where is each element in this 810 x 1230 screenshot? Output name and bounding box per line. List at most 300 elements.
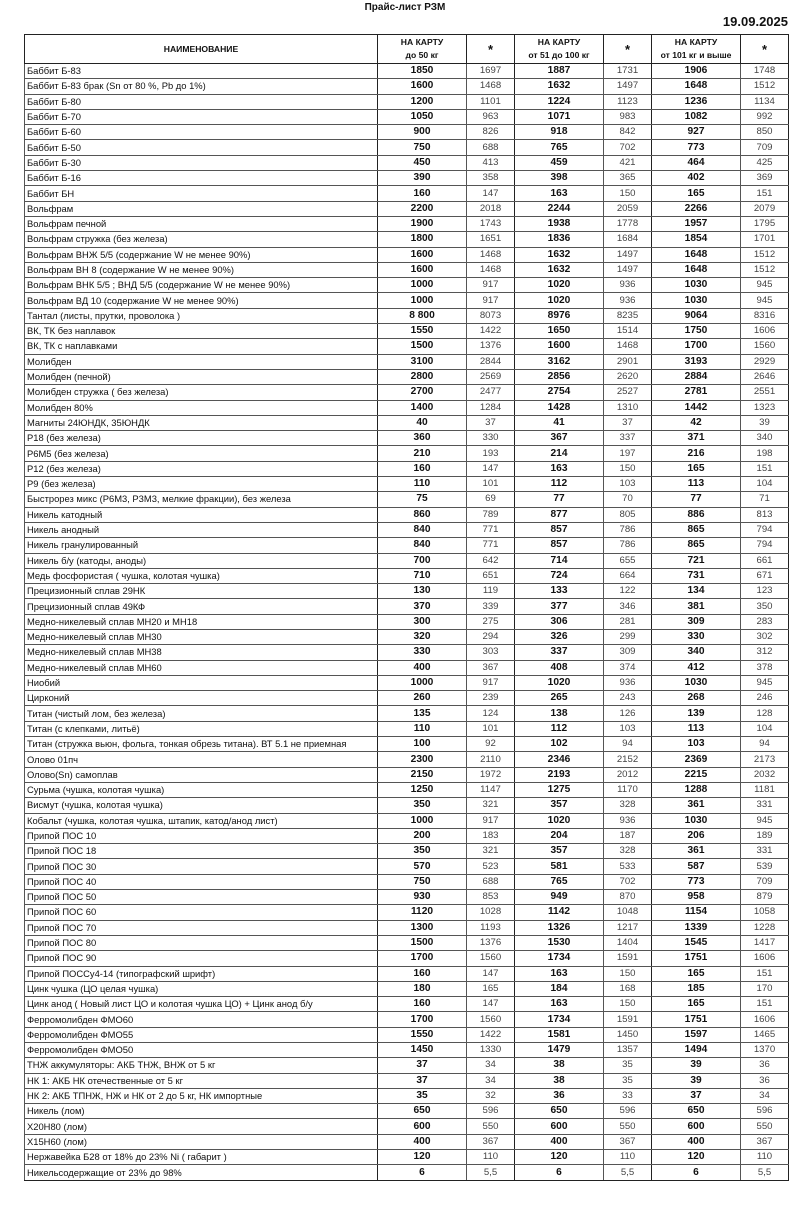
price-101kg-plus: 381 <box>652 599 741 614</box>
price-101kg-plus: 1236 <box>652 94 741 109</box>
price-star-2: 786 <box>604 538 652 553</box>
price-star-3: 151 <box>741 186 789 201</box>
price-star-2: 5,5 <box>604 1165 652 1180</box>
price-101kg-plus: 886 <box>652 507 741 522</box>
table-row <box>25 1150 789 1165</box>
price-star-2: 702 <box>604 874 652 889</box>
table-row <box>25 125 789 140</box>
price-star-2: 70 <box>604 492 652 507</box>
price-star-1: 124 <box>467 706 515 721</box>
price-51-to-100kg: 41 <box>515 415 604 430</box>
price-51-to-100kg: 2754 <box>515 385 604 400</box>
price-star-1: 771 <box>467 522 515 537</box>
table-row <box>25 339 789 354</box>
table-row <box>25 890 789 905</box>
price-star-2: 365 <box>604 171 652 186</box>
price-up-to-50kg: 710 <box>378 568 467 583</box>
table-row <box>25 706 789 721</box>
price-star-2: 1310 <box>604 400 652 415</box>
header-line: НА КАРТУ <box>674 37 718 47</box>
item-name: Ниобий <box>25 675 378 690</box>
price-101kg-plus: 1030 <box>652 278 741 293</box>
price-star-3: 992 <box>741 109 789 124</box>
price-up-to-50kg: 1000 <box>378 293 467 308</box>
price-101kg-plus: 268 <box>652 691 741 706</box>
price-star-3: 331 <box>741 798 789 813</box>
price-star-2: 197 <box>604 446 652 461</box>
price-star-1: 147 <box>467 966 515 981</box>
document-title: Прайс-лист РЗМ <box>364 2 446 13</box>
price-51-to-100kg: 1020 <box>515 813 604 828</box>
price-51-to-100kg: 8976 <box>515 308 604 323</box>
table-row <box>25 385 789 400</box>
price-101kg-plus: 1442 <box>652 400 741 415</box>
price-101kg-plus: 1751 <box>652 951 741 966</box>
item-name: Никельсодержащие от 23% до 98% <box>25 1165 378 1180</box>
price-star-2: 2901 <box>604 354 652 369</box>
price-51-to-100kg: 337 <box>515 645 604 660</box>
price-star-2: 8235 <box>604 308 652 323</box>
price-51-to-100kg: 163 <box>515 997 604 1012</box>
price-star-2: 1497 <box>604 79 652 94</box>
price-star-3: 170 <box>741 981 789 996</box>
table-row <box>25 645 789 660</box>
price-star-1: 239 <box>467 691 515 706</box>
price-up-to-50kg: 750 <box>378 140 467 155</box>
price-star-2: 150 <box>604 186 652 201</box>
price-up-to-50kg: 160 <box>378 966 467 981</box>
price-star-1: 37 <box>467 415 515 430</box>
price-star-3: 1181 <box>741 782 789 797</box>
price-star-1: 92 <box>467 737 515 752</box>
table-row <box>25 446 789 461</box>
item-name: Никель б/у (катоды, аноды) <box>25 553 378 568</box>
price-101kg-plus: 216 <box>652 446 741 461</box>
price-51-to-100kg: 1887 <box>515 64 604 79</box>
price-51-to-100kg: 765 <box>515 874 604 889</box>
item-name: Магниты 24ЮНДК, 35ЮНДК <box>25 415 378 430</box>
price-star-1: 413 <box>467 155 515 170</box>
price-up-to-50kg: 2700 <box>378 385 467 400</box>
price-up-to-50kg: 1050 <box>378 109 467 124</box>
price-star-3: 2646 <box>741 369 789 384</box>
price-up-to-50kg: 360 <box>378 431 467 446</box>
price-star-1: 110 <box>467 1150 515 1165</box>
item-name: ТНЖ аккумуляторы: АКБ ТНЖ, ВНЖ от 5 кг <box>25 1058 378 1073</box>
price-up-to-50kg: 135 <box>378 706 467 721</box>
price-101kg-plus: 1648 <box>652 247 741 262</box>
price-51-to-100kg: 1224 <box>515 94 604 109</box>
table-row <box>25 247 789 262</box>
price-51-to-100kg: 949 <box>515 890 604 905</box>
price-101kg-plus: 731 <box>652 568 741 583</box>
price-51-to-100kg: 357 <box>515 844 604 859</box>
price-star-1: 1743 <box>467 216 515 231</box>
price-star-2: 842 <box>604 125 652 140</box>
price-51-to-100kg: 724 <box>515 568 604 583</box>
price-up-to-50kg: 1550 <box>378 1027 467 1042</box>
price-51-to-100kg: 6 <box>515 1165 604 1180</box>
price-up-to-50kg: 1400 <box>378 400 467 415</box>
price-up-to-50kg: 2300 <box>378 752 467 767</box>
price-star-2: 1123 <box>604 94 652 109</box>
price-star-2: 328 <box>604 844 652 859</box>
price-up-to-50kg: 570 <box>378 859 467 874</box>
item-name: Медно-никелевый сплав МН38 <box>25 645 378 660</box>
price-101kg-plus: 400 <box>652 1134 741 1149</box>
table-row <box>25 171 789 186</box>
price-star-3: 1228 <box>741 920 789 935</box>
price-star-3: 709 <box>741 140 789 155</box>
price-101kg-plus: 865 <box>652 538 741 553</box>
table-row <box>25 477 789 492</box>
price-up-to-50kg: 330 <box>378 645 467 660</box>
price-51-to-100kg: 1020 <box>515 675 604 690</box>
item-name: Кобальт (чушка, колотая чушка, штапик, катод/анод лист) <box>25 813 378 828</box>
price-51-to-100kg: 163 <box>515 966 604 981</box>
item-name: Титан (стружка вьюн, фольга, тонкая обрезь титана). ВТ 5.1 не приемная <box>25 737 378 752</box>
price-star-1: 771 <box>467 538 515 553</box>
price-star-3: 331 <box>741 844 789 859</box>
item-name: Припой ПОС 40 <box>25 874 378 889</box>
price-star-2: 103 <box>604 477 652 492</box>
price-star-2: 1778 <box>604 216 652 231</box>
price-star-2: 805 <box>604 507 652 522</box>
price-star-1: 303 <box>467 645 515 660</box>
item-name: Цирконий <box>25 691 378 706</box>
price-star-3: 596 <box>741 1104 789 1119</box>
price-up-to-50kg: 450 <box>378 155 467 170</box>
price-101kg-plus: 464 <box>652 155 741 170</box>
price-up-to-50kg: 400 <box>378 660 467 675</box>
price-star-1: 1147 <box>467 782 515 797</box>
price-star-2: 786 <box>604 522 652 537</box>
price-51-to-100kg: 877 <box>515 507 604 522</box>
table-row <box>25 1104 789 1119</box>
price-51-to-100kg: 1071 <box>515 109 604 124</box>
price-star-3: 1606 <box>741 324 789 339</box>
price-star-2: 243 <box>604 691 652 706</box>
price-star-1: 1284 <box>467 400 515 415</box>
price-star-3: 340 <box>741 431 789 446</box>
price-up-to-50kg: 1500 <box>378 339 467 354</box>
price-51-to-100kg: 102 <box>515 737 604 752</box>
price-up-to-50kg: 2800 <box>378 369 467 384</box>
price-up-to-50kg: 1000 <box>378 278 467 293</box>
item-name: Молибден (печной) <box>25 369 378 384</box>
price-51-to-100kg: 650 <box>515 1104 604 1119</box>
price-star-1: 1422 <box>467 1027 515 1042</box>
item-name: Р6М5 (без железа) <box>25 446 378 461</box>
price-star-3: 378 <box>741 660 789 675</box>
price-star-1: 1651 <box>467 232 515 247</box>
price-101kg-plus: 2884 <box>652 369 741 384</box>
price-101kg-plus: 650 <box>652 1104 741 1119</box>
item-name: Баббит БН <box>25 186 378 201</box>
document-date: 19.09.2025 <box>722 14 788 29</box>
item-name: Никель гранулированный <box>25 538 378 553</box>
price-up-to-50kg: 900 <box>378 125 467 140</box>
price-star-3: 151 <box>741 461 789 476</box>
item-name: Припой ПОС 90 <box>25 951 378 966</box>
price-101kg-plus: 1545 <box>652 935 741 950</box>
price-101kg-plus: 2266 <box>652 201 741 216</box>
price-star-3: 104 <box>741 721 789 736</box>
header-star-1: * <box>467 35 515 64</box>
price-up-to-50kg: 75 <box>378 492 467 507</box>
item-name: Баббит Б-16 <box>25 171 378 186</box>
table-row <box>25 1012 789 1027</box>
price-51-to-100kg: 1581 <box>515 1027 604 1042</box>
item-name: Цинк чушка (ЦО целая чушка) <box>25 981 378 996</box>
price-up-to-50kg: 370 <box>378 599 467 614</box>
price-up-to-50kg: 1000 <box>378 813 467 828</box>
price-101kg-plus: 587 <box>652 859 741 874</box>
price-star-2: 1404 <box>604 935 652 950</box>
price-star-2: 702 <box>604 140 652 155</box>
table-row <box>25 629 789 644</box>
table-row <box>25 79 789 94</box>
item-name: Молибден 80% <box>25 400 378 415</box>
table-row <box>25 920 789 935</box>
price-star-2: 870 <box>604 890 652 905</box>
price-star-1: 2477 <box>467 385 515 400</box>
item-name: Баббит Б-50 <box>25 140 378 155</box>
price-star-2: 2152 <box>604 752 652 767</box>
price-star-3: 1370 <box>741 1043 789 1058</box>
price-star-3: 367 <box>741 1134 789 1149</box>
table-row <box>25 935 789 950</box>
price-51-to-100kg: 398 <box>515 171 604 186</box>
price-star-2: 122 <box>604 584 652 599</box>
table-row <box>25 981 789 996</box>
price-101kg-plus: 165 <box>652 997 741 1012</box>
price-101kg-plus: 139 <box>652 706 741 721</box>
price-51-to-100kg: 1650 <box>515 324 604 339</box>
price-101kg-plus: 2369 <box>652 752 741 767</box>
price-star-1: 183 <box>467 828 515 843</box>
price-star-2: 150 <box>604 461 652 476</box>
price-star-3: 813 <box>741 507 789 522</box>
price-star-1: 275 <box>467 614 515 629</box>
price-star-3: 2551 <box>741 385 789 400</box>
price-up-to-50kg: 110 <box>378 477 467 492</box>
table-row <box>25 201 789 216</box>
price-up-to-50kg: 3100 <box>378 354 467 369</box>
price-101kg-plus: 1597 <box>652 1027 741 1042</box>
price-star-2: 421 <box>604 155 652 170</box>
price-up-to-50kg: 110 <box>378 721 467 736</box>
item-name: Олово 01пч <box>25 752 378 767</box>
price-up-to-50kg: 6 <box>378 1165 467 1180</box>
table-row <box>25 64 789 79</box>
price-star-3: 312 <box>741 645 789 660</box>
price-51-to-100kg: 1530 <box>515 935 604 950</box>
item-name: Тантал (листы, прутки, проволока ) <box>25 308 378 323</box>
price-star-3: 661 <box>741 553 789 568</box>
price-star-2: 1591 <box>604 951 652 966</box>
price-star-3: 350 <box>741 599 789 614</box>
header-line: НА КАРТУ <box>400 37 444 47</box>
item-name: Припой ПОС 30 <box>25 859 378 874</box>
price-star-1: 34 <box>467 1073 515 1088</box>
price-up-to-50kg: 1250 <box>378 782 467 797</box>
price-star-2: 936 <box>604 675 652 690</box>
price-star-3: 369 <box>741 171 789 186</box>
price-up-to-50kg: 390 <box>378 171 467 186</box>
price-101kg-plus: 1494 <box>652 1043 741 1058</box>
price-star-2: 655 <box>604 553 652 568</box>
table-row <box>25 798 789 813</box>
item-name: Х20Н80 (лом) <box>25 1119 378 1134</box>
price-101kg-plus: 927 <box>652 125 741 140</box>
price-star-1: 1468 <box>467 79 515 94</box>
price-51-to-100kg: 306 <box>515 614 604 629</box>
table-row <box>25 568 789 583</box>
price-star-3: 2929 <box>741 354 789 369</box>
price-101kg-plus: 37 <box>652 1088 741 1103</box>
price-star-1: 147 <box>467 997 515 1012</box>
price-51-to-100kg: 1836 <box>515 232 604 247</box>
price-star-1: 367 <box>467 660 515 675</box>
table-row <box>25 553 789 568</box>
price-star-3: 550 <box>741 1119 789 1134</box>
price-star-3: 123 <box>741 584 789 599</box>
table-row <box>25 691 789 706</box>
price-star-3: 1417 <box>741 935 789 950</box>
price-star-2: 1497 <box>604 247 652 262</box>
price-101kg-plus: 1751 <box>652 1012 741 1027</box>
price-51-to-100kg: 120 <box>515 1150 604 1165</box>
price-star-1: 596 <box>467 1104 515 1119</box>
price-51-to-100kg: 400 <box>515 1134 604 1149</box>
price-up-to-50kg: 320 <box>378 629 467 644</box>
price-star-1: 34 <box>467 1058 515 1073</box>
price-up-to-50kg: 130 <box>378 584 467 599</box>
price-star-3: 1512 <box>741 262 789 277</box>
item-name: Никель (лом) <box>25 1104 378 1119</box>
price-51-to-100kg: 184 <box>515 981 604 996</box>
price-up-to-50kg: 350 <box>378 844 467 859</box>
item-name: Висмут (чушка, колотая чушка) <box>25 798 378 813</box>
header-line: от 51 до 100 кг <box>528 50 590 60</box>
table-row <box>25 951 789 966</box>
table-row <box>25 813 789 828</box>
price-star-2: 150 <box>604 997 652 1012</box>
table-row <box>25 431 789 446</box>
price-star-2: 1514 <box>604 324 652 339</box>
price-star-2: 33 <box>604 1088 652 1103</box>
price-star-2: 664 <box>604 568 652 583</box>
item-name: Вольфрам ВНЖ 5/5 (содержание W не менее 90%) <box>25 247 378 262</box>
price-51-to-100kg: 133 <box>515 584 604 599</box>
price-101kg-plus: 1288 <box>652 782 741 797</box>
price-51-to-100kg: 265 <box>515 691 604 706</box>
price-star-1: 1376 <box>467 935 515 950</box>
item-name: Сурьма (чушка, колотая чушка) <box>25 782 378 797</box>
header-line: НА КАРТУ <box>537 37 581 47</box>
table-row <box>25 614 789 629</box>
item-name: Баббит Б-80 <box>25 94 378 109</box>
price-star-2: 936 <box>604 293 652 308</box>
price-up-to-50kg: 180 <box>378 981 467 996</box>
table-row <box>25 140 789 155</box>
price-star-3: 1058 <box>741 905 789 920</box>
item-name: НК 1: АКБ НК отечественные от 5 кг <box>25 1073 378 1088</box>
table-row <box>25 186 789 201</box>
price-up-to-50kg: 37 <box>378 1058 467 1073</box>
price-star-1: 321 <box>467 844 515 859</box>
price-star-2: 328 <box>604 798 652 813</box>
price-101kg-plus: 113 <box>652 477 741 492</box>
item-name: Молибден стружка ( без железа) <box>25 385 378 400</box>
item-name: Титан (чистый лом, без железа) <box>25 706 378 721</box>
price-star-3: 1465 <box>741 1027 789 1042</box>
price-101kg-plus: 371 <box>652 431 741 446</box>
price-101kg-plus: 361 <box>652 844 741 859</box>
item-name: Прецизионный сплав 49КФ <box>25 599 378 614</box>
price-up-to-50kg: 600 <box>378 1119 467 1134</box>
item-name: Медь фосфористая ( чушка, колотая чушка) <box>25 568 378 583</box>
price-101kg-plus: 42 <box>652 415 741 430</box>
price-star-3: 39 <box>741 415 789 430</box>
price-51-to-100kg: 1142 <box>515 905 604 920</box>
price-101kg-plus: 1750 <box>652 324 741 339</box>
price-101kg-plus: 165 <box>652 186 741 201</box>
price-101kg-plus: 39 <box>652 1058 741 1073</box>
price-star-1: 147 <box>467 186 515 201</box>
price-star-3: 302 <box>741 629 789 644</box>
table-row <box>25 721 789 736</box>
price-star-2: 1497 <box>604 262 652 277</box>
price-star-1: 2018 <box>467 201 515 216</box>
price-star-1: 147 <box>467 461 515 476</box>
price-101kg-plus: 1648 <box>652 79 741 94</box>
price-star-3: 794 <box>741 538 789 553</box>
price-up-to-50kg: 210 <box>378 446 467 461</box>
item-name: Вольфрам ВНК 5/5 ; ВНД 5/5 (содержание W не менее 90%) <box>25 278 378 293</box>
item-name: Р18 (без железа) <box>25 431 378 446</box>
item-name: Х15Н60 (лом) <box>25 1134 378 1149</box>
price-101kg-plus: 1030 <box>652 293 741 308</box>
price-star-3: 1606 <box>741 1012 789 1027</box>
price-star-3: 794 <box>741 522 789 537</box>
price-star-1: 1560 <box>467 951 515 966</box>
price-star-2: 110 <box>604 1150 652 1165</box>
item-name: Никель анодный <box>25 522 378 537</box>
price-star-1: 1028 <box>467 905 515 920</box>
price-101kg-plus: 1648 <box>652 262 741 277</box>
price-up-to-50kg: 1850 <box>378 64 467 79</box>
price-star-3: 879 <box>741 890 789 905</box>
price-51-to-100kg: 3162 <box>515 354 604 369</box>
table-row <box>25 415 789 430</box>
item-name: ВК, ТК без наплавок <box>25 324 378 339</box>
price-star-1: 1330 <box>467 1043 515 1058</box>
item-name: Титан (с клепками, литьё) <box>25 721 378 736</box>
table-row <box>25 1119 789 1134</box>
price-star-3: 1512 <box>741 247 789 262</box>
item-name: Медно-никелевый сплав МН60 <box>25 660 378 675</box>
price-101kg-plus: 309 <box>652 614 741 629</box>
price-star-1: 2569 <box>467 369 515 384</box>
price-up-to-50kg: 840 <box>378 538 467 553</box>
price-star-2: 1684 <box>604 232 652 247</box>
table-row <box>25 278 789 293</box>
price-51-to-100kg: 1632 <box>515 79 604 94</box>
price-101kg-plus: 1957 <box>652 216 741 231</box>
table-row <box>25 216 789 231</box>
